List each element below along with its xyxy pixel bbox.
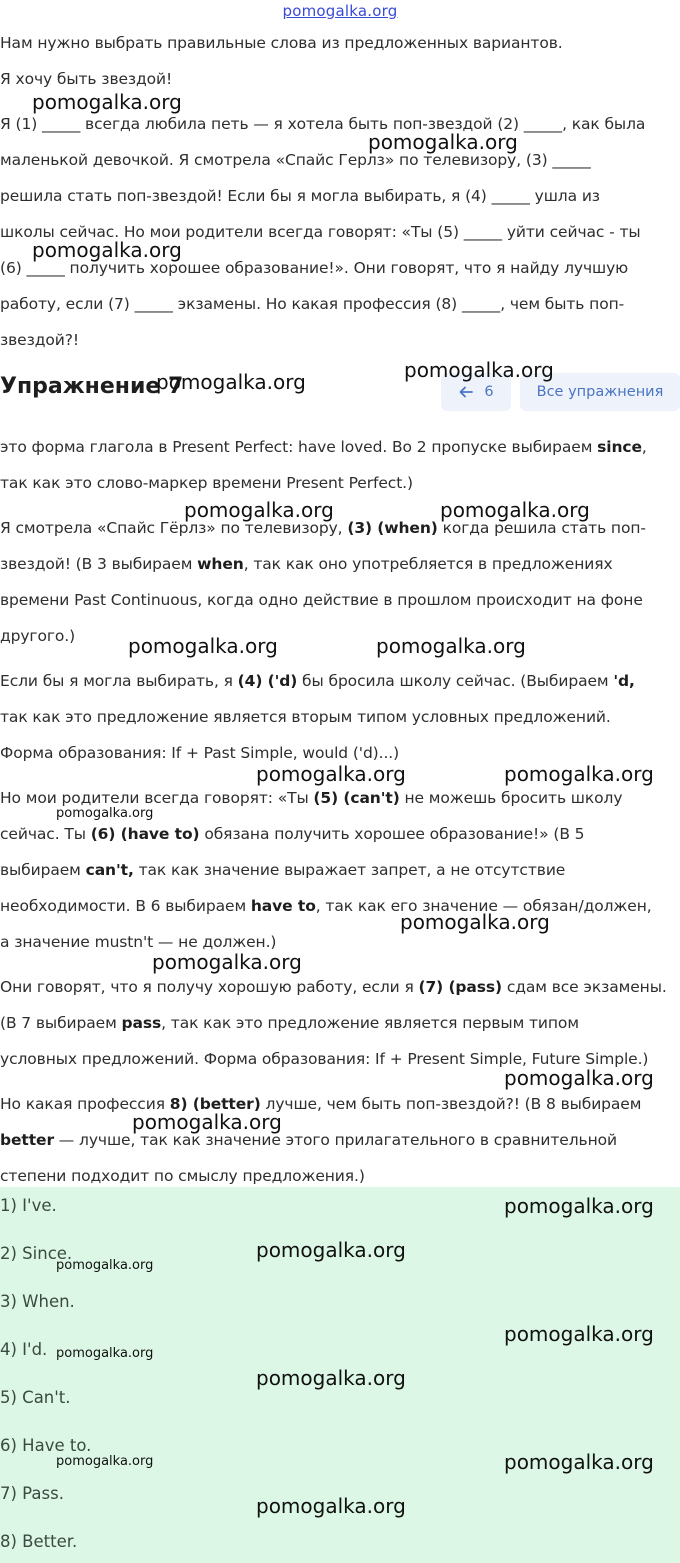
watermark: pomogalka.org — [128, 634, 278, 658]
task-text-line: решила стать поп-звездой! Если бы я могла выбирать, я (4) _____ ушла из — [0, 187, 600, 205]
explanation-line: выбираем can't, так как значение выражает запрет, а не отсутствие — [0, 861, 566, 879]
explanation-line: так как это предложение является вторым типом условных предложений. — [0, 708, 611, 726]
answer-item: 5) Can't. — [0, 1388, 71, 1407]
explanation-line: сейчас. Ты (6) (have to) обязана получить хорошее образование!» (В 5 — [0, 825, 585, 843]
task-text-line: Я (1) _____ всегда любила петь — я хотела быть поп-звездой (2) _____, как была — [0, 115, 646, 133]
watermark: pomogalka.org — [504, 1194, 654, 1218]
explanation-line: Но какая профессия 8) (better) лучше, чем быть поп-звездой?! (В 8 выбираем — [0, 1095, 642, 1113]
watermark: pomogalka.org — [56, 806, 154, 821]
all-exercises-label: Все упражнения — [536, 384, 664, 400]
explanation-line: необходимости. В 6 выбираем have to, так как его значение — обязан/должен, — [0, 897, 652, 915]
explanation-line: а значение mustn't — не должен.) — [0, 933, 277, 951]
answer-item: 7) Pass. — [0, 1484, 64, 1503]
watermark: pomogalka.org — [504, 1066, 654, 1090]
watermark: pomogalka.org — [440, 498, 590, 522]
answer-item: 2) Since. — [0, 1244, 73, 1263]
watermark: pomogalka.org — [256, 1238, 406, 1262]
task-text-line: работу, если (7) _____ экзамены. Но какая профессия (8) _____, чем быть поп- — [0, 295, 625, 313]
task-text-line: маленькой девочкой. Я смотрела «Спайс Герлз» по телевизору, (3) _____ — [0, 151, 591, 169]
instruction-text: Нам нужно выбрать правильные слова из предложенных вариантов. — [0, 34, 563, 52]
answer-item: 4) I'd. — [0, 1340, 48, 1359]
answer-item: 1) I've. — [0, 1196, 57, 1215]
answer-item: 6) Have to. — [0, 1436, 92, 1455]
watermark: pomogalka.org — [132, 1110, 282, 1134]
watermark: pomogalka.org — [504, 1450, 654, 1474]
watermark: pomogalka.org — [504, 1322, 654, 1346]
watermark: pomogalka.org — [256, 1494, 406, 1518]
task-title: Я хочу быть звездой! — [0, 70, 173, 88]
explanation-line: Но мои родители всегда говорят: «Ты (5) (can't) не можешь бросить школу — [0, 789, 623, 807]
watermark: pomogalka.org — [376, 634, 526, 658]
watermark: pomogalka.org — [256, 762, 406, 786]
watermark: pomogalka.org — [56, 1454, 154, 1469]
explanation-line: это форма глагола в Present Perfect: have loved. Во 2 пропуске выбираем since, — [0, 438, 647, 456]
watermark: pomogalka.org — [32, 90, 182, 114]
explanation-line: условных предложений. Форма образования: If + Present Simple, Future Simple.) — [0, 1050, 649, 1068]
explanation-line: так как это слово-маркер времени Present Perfect.) — [0, 474, 413, 492]
explanation-line: (В 7 выбираем pass, так как это предложение является первым типом — [0, 1014, 579, 1032]
arrow-left-icon — [458, 384, 474, 400]
task-text-line: школы сейчас. Но мои родители всегда говорят: «Ты (5) _____ уйти сейчас - ты — [0, 223, 641, 241]
explanation-line: звездой! (В 3 выбираем when, так как оно употребляется в предложениях — [0, 555, 613, 573]
explanation-line: Если бы я могла выбирать, я (4) ('d) бы бросила школу сейчас. (Выбираем 'd, — [0, 672, 635, 690]
watermark: pomogalka.org — [156, 370, 306, 394]
watermark: pomogalka.org — [152, 950, 302, 974]
explanation-line: Я смотрела «Спайс Гёрлз» по телевизору, (3) (when) когда решила стать поп- — [0, 519, 646, 537]
watermark: pomogalka.org — [400, 910, 550, 934]
answer-item: 8) Better. — [0, 1532, 78, 1551]
previous-exercise-label: 6 — [484, 384, 494, 400]
exercise-title: Упражнение 7 — [0, 374, 184, 399]
explanation-line: степени подходит по смыслу предложения.) — [0, 1167, 365, 1185]
watermark: pomogalka.org — [504, 762, 654, 786]
explanation-line: времени Past Continuous, когда одно действие в прошлом происходит на фоне — [0, 591, 643, 609]
task-text-line: (6) _____ получить хорошее образование!». Они говорят, что я найду лучшую — [0, 259, 629, 277]
explanation-line: Форма образования: If + Past Simple, would ('d)...) — [0, 744, 400, 762]
watermark: pomogalka.org — [32, 238, 182, 262]
watermark: pomogalka.org — [184, 498, 334, 522]
explanation-line: better — лучше, так как значение этого прилагательного в сравнительной — [0, 1131, 617, 1149]
explanation-line: другого.) — [0, 627, 76, 645]
site-link[interactable]: pomogalka.org — [282, 2, 398, 20]
explanation-line: Они говорят, что я получу хорошую работу, если я (7) (pass) сдам все экзамены. — [0, 978, 667, 996]
watermark: pomogalka.org — [56, 1346, 154, 1361]
watermark: pomogalka.org — [404, 358, 554, 382]
watermark: pomogalka.org — [368, 130, 518, 154]
watermark: pomogalka.org — [56, 1258, 154, 1273]
answer-item: 3) When. — [0, 1292, 75, 1311]
watermark: pomogalka.org — [256, 1366, 406, 1390]
task-text-line: звездой?! — [0, 331, 79, 349]
